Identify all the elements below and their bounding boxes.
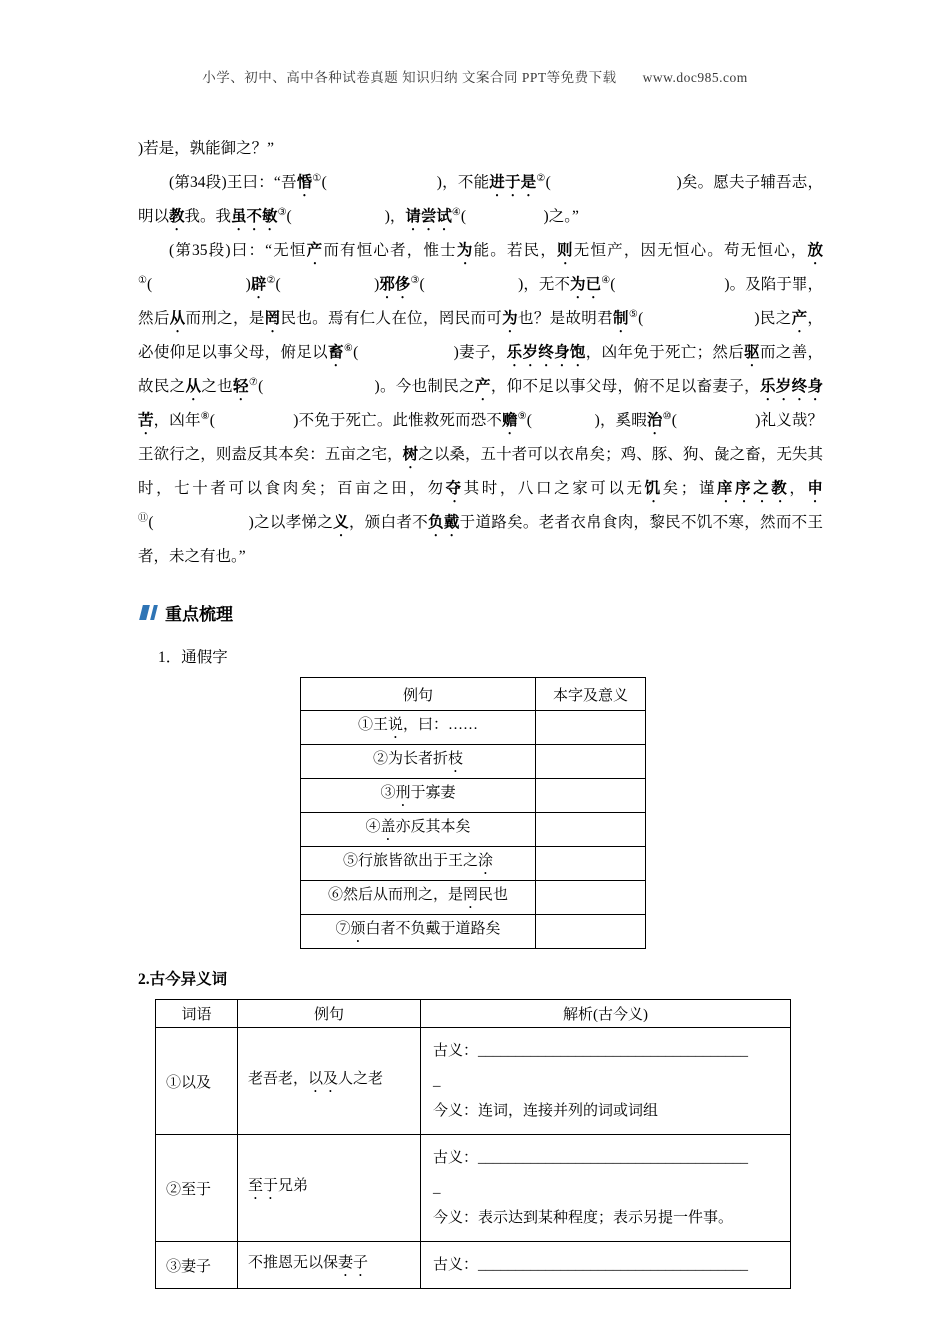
tongjiazi-table [300,677,646,949]
answer-cell [536,813,646,847]
emphasized-text: 乐岁终身饱 [506,344,586,361]
emphasized-text: 庠序之教 [716,480,790,497]
analysis-line [433,1250,778,1280]
text-run: 而之善，故民之 [138,344,823,395]
note-number: ② [266,274,276,286]
text-run: _ [433,1180,441,1196]
emphasized-text: 从 [185,378,202,395]
text-run: 古义： [433,1043,479,1059]
text-run: 之以桑，五十者可以衣帛矣；鸡、豚、狗、彘之畜，无失其时，七十者可以食肉矣；百亩之田，勿 [138,446,823,497]
text-run: 之也 [201,378,234,395]
text-run: ( ) [209,412,299,429]
text-run: ( ) [419,276,524,293]
site-header-text: 小学、初中、高中各种试卷真题 知识归纳 文案合同 PPT等免费下载 [202,70,617,85]
text-run: ， [789,480,808,497]
emphasized-text: 则 [557,242,574,259]
note-number: ③ [410,274,420,286]
paragraph [138,132,823,166]
tongjiazi-table-body [301,711,646,949]
text-run: ____________________________________ [478,1043,749,1059]
text-run: 于寡妻 [410,785,456,801]
emphasized-text: 赡 [501,412,518,429]
text-run: ④ [365,819,381,835]
table-row [156,1028,791,1135]
word-cell: ③妻子 [156,1242,238,1289]
text-run: )若是，孰能御之？” [138,140,275,157]
emphasized-text: 罔 [264,310,281,327]
text-run: 矣。愿夫子辅吾志，明以 [138,174,823,225]
analysis-cell [421,1135,791,1242]
text-run: ( ) [275,276,380,293]
text-run: (第35段)曰：“无恒 [169,242,307,259]
analysis-cell [421,1242,791,1289]
section-header-key-points [138,600,823,625]
emphasized-text: 至于 [248,1177,279,1194]
document-content [0,86,950,1289]
analysis-line [433,1066,778,1096]
t1-header-meaning: 本字及意义 [536,678,646,711]
emphasized-text: 为已 [570,276,602,293]
example-cell [301,847,536,881]
example-cell [301,881,536,915]
emphasized-text: 产 [306,242,324,259]
note-number: ⑤ [628,308,639,320]
analysis-cell [421,1028,791,1135]
text-run: 矣；谨 [662,480,717,497]
text-run: _ [433,1073,441,1089]
paragraph [138,166,823,234]
text-run: 而刑之，是 [185,310,265,327]
emphasized-text: 乐岁终身苦 [138,378,823,429]
table-row [301,745,646,779]
text-run: ，不能 [441,174,490,191]
emphasized-text: 产 [474,378,491,395]
note-number: ⑦ [248,376,259,388]
text-run: 今义：表示达到某种程度；表示另提一件事。 [433,1210,734,1226]
text-run: ( ) [321,174,442,191]
text-run: ( ) [545,174,682,191]
text-run: ⑦ [335,921,351,937]
note-number: ② [536,172,546,184]
table-row [301,779,646,813]
text-run: ( ) [353,344,459,361]
text-run: 妻子， [458,344,507,361]
table-row [156,1135,791,1242]
text-run: 之。” [548,208,579,225]
emphasized-text: 放 [807,242,823,259]
example-cell [301,779,536,813]
paragraph [138,234,823,574]
note-number: ④ [601,274,611,286]
emphasized-text: 驱 [744,344,760,361]
text-run: 不推恩无以保 [248,1254,339,1271]
note-number: ⑪ [138,512,149,524]
gujin-table-body [156,1028,791,1289]
text-run: 我。我 [184,208,232,225]
emphasized-text: 轻 [233,378,249,395]
table-row [156,1242,791,1289]
text-run: ，无不 [523,276,571,293]
emphasized-text: 以及 [308,1070,339,1087]
t2-header-analysis: 解析(古今义) [421,1000,791,1028]
text-run: ，颁白者不 [348,514,429,531]
text-run: 古义： [433,1257,479,1273]
emphasized-text: 辟 [250,276,267,293]
section-bullet-icon [138,604,159,621]
note-number: ⑥ [343,342,354,354]
emphasized-text: 罔 [462,887,478,903]
table-row [301,847,646,881]
answer-cell [536,915,646,949]
text-run: ( ) [147,276,251,293]
text-run: 也？是故明君 [517,310,613,327]
text-run: 今义：连词，连接并列的词或词组 [433,1103,659,1119]
text-run: 民也。焉有仁人在位，罔民而可 [280,310,503,327]
note-number: ⑩ [662,410,672,422]
emphasized-text: 树 [402,446,419,463]
emphasized-text: 负戴 [428,514,460,531]
text-run: ，曰：…… [403,717,479,733]
answer-cell [536,881,646,915]
analysis-line [433,1096,778,1126]
note-number: ① [312,172,322,184]
example-cell [238,1242,421,1289]
text-run: ②为长者折 [372,751,448,767]
text-run: 老吾老， [248,1070,309,1087]
text-run: ( ) [148,514,254,531]
table-row [301,881,646,915]
table-row [301,915,646,949]
example-cell [238,1028,421,1135]
text-run: ( ) [610,276,730,293]
emphasized-text: 颁 [350,921,366,937]
word-cell: ②至于 [156,1135,238,1242]
example-cell [301,813,536,847]
text-run: ( ) [460,208,549,225]
analysis-line [433,1203,778,1233]
text-run: 能。若民， [473,242,558,259]
emphasized-text: 为 [456,242,474,259]
emphasized-text: 饥 [644,480,663,497]
text-run: ，凶年 [153,412,201,429]
text-run: ( ) [671,412,761,429]
text-run: 人之老 [338,1070,384,1087]
word-cell: ①以及 [156,1028,238,1135]
answer-cell [536,779,646,813]
example-cell [301,711,536,745]
emphasized-text: 义 [333,514,349,531]
text-run: 之以孝悌之 [253,514,334,531]
text-run: ( ) [286,208,390,225]
site-header [0,0,950,86]
text-run: 礼义哉？王欲行之，则盍反其本矣：五亩之宅， [138,412,823,463]
example-cell [238,1135,421,1242]
t2-header-word: 词语 [156,1000,238,1028]
emphasized-text: 教 [169,208,185,225]
item2-title: 2.古今异义词 [138,971,228,988]
text-run: 其时，八口之家可以无 [463,480,645,497]
emphasized-text: 盖 [380,819,396,835]
table-header-row [301,678,646,711]
emphasized-text: 妻子 [338,1254,369,1271]
answer-cell [536,745,646,779]
site-url-link[interactable]: www.doc985.com [642,70,748,85]
emphasized-text: 制 [612,310,629,327]
emphasized-text: 进于是 [489,174,537,191]
analysis-line [433,1036,778,1066]
emphasized-text: 畜 [327,344,344,361]
text-run: ( ) [638,310,760,327]
answer-cell [536,847,646,881]
note-number: ④ [451,206,461,218]
text-run: ( ) [526,412,600,429]
text-run: 于道路矣。老者衣帛食肉，黎民不饥不寒，然而不王者，未之有也。” [138,514,823,565]
note-number: ⑧ [200,410,210,422]
t2-header-example: 例句 [238,1000,421,1028]
body-paragraphs [138,132,823,574]
text-run: ____________________________________ [478,1150,749,1166]
answer-cell [536,711,646,745]
text-run: ____________________________________ [478,1257,749,1273]
emphasized-text: 为 [502,310,518,327]
emphasized-text: 刑 [395,785,411,801]
text-run: 而有恒心者，惟士 [323,242,457,259]
note-number: ① [138,274,148,286]
emphasized-text: 申 [807,480,823,497]
text-run: 无恒产，因无恒心。苟无恒心， [573,242,808,259]
text-run: 兄弟 [278,1177,309,1194]
analysis-line [433,1173,778,1203]
emphasized-text: 请尝试 [405,208,452,225]
text-run: ①王 [357,717,388,733]
example-cell [301,915,536,949]
text-run: (第34段)王曰：“吾 [169,174,297,191]
item1-title: 1．通假字 [158,649,228,666]
emphasized-text: 产 [791,310,808,327]
text-run: 古义： [433,1150,479,1166]
text-run: ，仰不足以事父母，俯不足以畜妻子， [490,378,760,395]
text-run: ③ [380,785,396,801]
table-row [301,813,646,847]
text-run: 白者不负戴于道路矣 [365,921,501,937]
note-number: ③ [277,206,287,218]
table-header-row [156,1000,791,1028]
text-run: ⑥然后从而刑之，是 [327,887,463,903]
text-run: 亦反其本矣 [395,819,471,835]
text-run: ⑤行旅皆欲出于王之 [342,853,478,869]
note-number: ⑨ [517,410,527,422]
text-run: ， [389,208,406,225]
table-row [301,711,646,745]
t1-header-example: 例句 [301,678,536,711]
emphasized-text: 邪侈 [379,276,411,293]
emphasized-text: 从 [169,310,186,327]
text-run: ，必使仰足以事父母，俯足以 [138,310,823,361]
emphasized-text: 涂 [478,853,494,869]
text-run: ，奚暇 [599,412,647,429]
text-run: 不免于死亡。此惟救死而恐不 [298,412,502,429]
example-cell [301,745,536,779]
text-run: ( ) [258,378,380,395]
analysis-line [433,1143,778,1173]
text-run: 。及陷于罪，然后 [138,276,823,327]
emphasized-text: 治 [646,412,663,429]
text-run: 民也 [478,887,509,903]
emphasized-text: 枝 [448,751,464,767]
section-title: 重点梳理 [165,605,233,624]
gujin-table [155,999,791,1289]
text-run: 民之 [759,310,792,327]
emphasized-text: 惛 [296,174,313,191]
text-run: 。今也制民之 [379,378,475,395]
emphasized-text: 说 [387,717,403,733]
text-run: ，凶年免于死亡；然后 [585,344,745,361]
emphasized-text: 虽不敏 [231,208,278,225]
emphasized-text: 夺 [445,480,464,497]
